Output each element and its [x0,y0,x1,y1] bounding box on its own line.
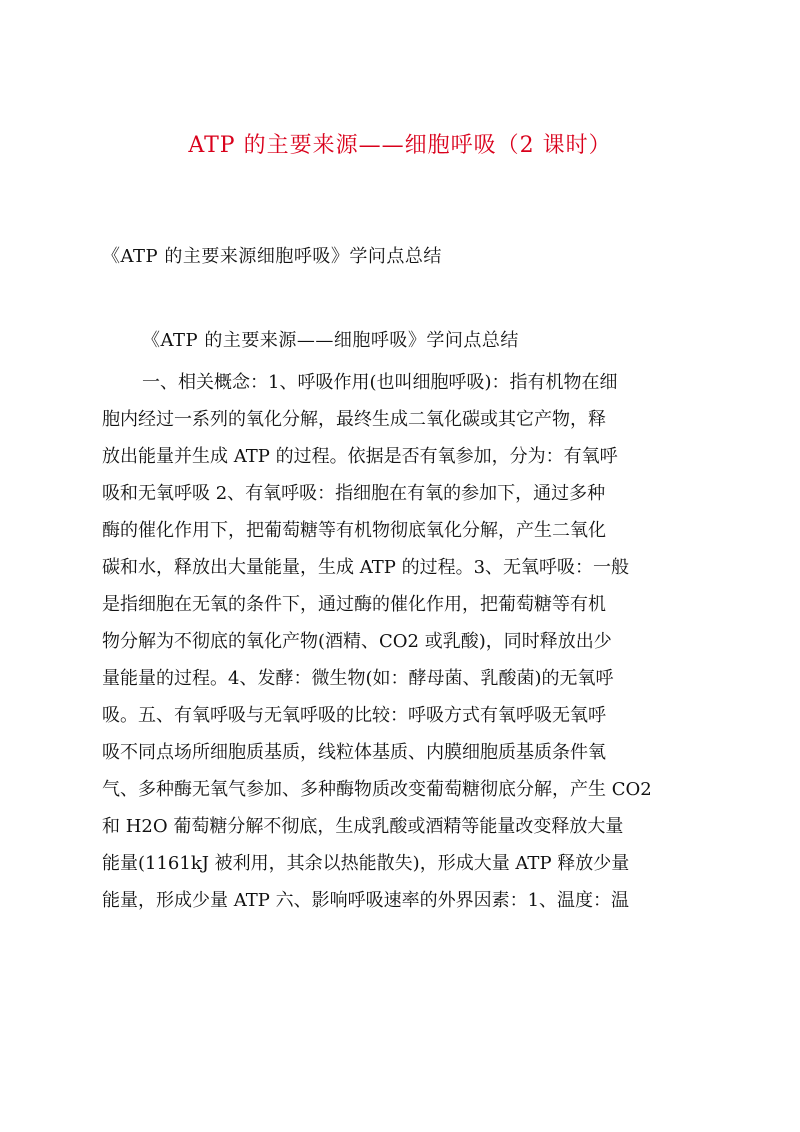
body-paragraph [102,364,706,919]
body-line: 放出能量并生成 ATP 的过程。依据是否有氧参加，分为：有氧呼 [102,446,618,467]
document-subtitle: 《ATP 的主要来源细胞呼吸》学问点总结 [102,246,442,267]
body-line: 能量，形成少量 ATP 六、影响呼吸速率的外界因素：1、温度：温 [102,890,630,911]
body-line: 吸不同点场所细胞质基质，线粒体基质、内膜细胞质基质条件氧 [102,742,606,763]
body-line: 吸和无氧呼吸 2、有氧呼吸：指细胞在有氧的参加下，通过多种 [102,483,606,504]
body-line: 物分解为不彻底的氧化产物(酒精、CO2 或乳酸)，同时释放出少 [102,631,612,652]
body-line: 吸。五、有氧呼吸与无氧呼吸的比较：呼吸方式有氧呼吸无氧呼 [102,705,606,726]
body-line: 胞内经过一系列的氧化分解，最终生成二氧化碳或其它产物，释 [102,409,606,430]
body-line: 酶的催化作用下，把葡萄糖等有机物彻底氧化分解，产生二氧化 [102,520,606,541]
section-heading: 《ATP 的主要来源——细胞呼吸》学问点总结 [142,330,519,351]
body-line: 碳和水，释放出大量能量，生成 ATP 的过程。3、无氧呼吸：一般 [102,557,630,578]
body-line: 和 H2O 葡萄糖分解不彻底，生成乳酸或酒精等能量改变释放大量 [102,816,624,837]
body-line: 量能量的过程。4、发酵：微生物(如：酵母菌、乳酸菌)的无氧呼 [102,668,614,689]
body-line: 是指细胞在无氧的条件下，通过酶的催化作用，把葡萄糖等有机 [102,594,606,615]
document-title: ATP 的主要来源——细胞呼吸（2 课时） [188,133,612,158]
body-line: 一、相关概念：1、呼吸作用(也叫细胞呼吸)：指有机物在细 [142,372,618,393]
body-line: 气、多种酶无氧气参加、多种酶物质改变葡萄糖彻底分解，产生 CO2 [102,779,652,800]
body-line: 能量(1161kJ 被利用，其余以热能散失)，形成大量 ATP 释放少量 [102,853,630,874]
